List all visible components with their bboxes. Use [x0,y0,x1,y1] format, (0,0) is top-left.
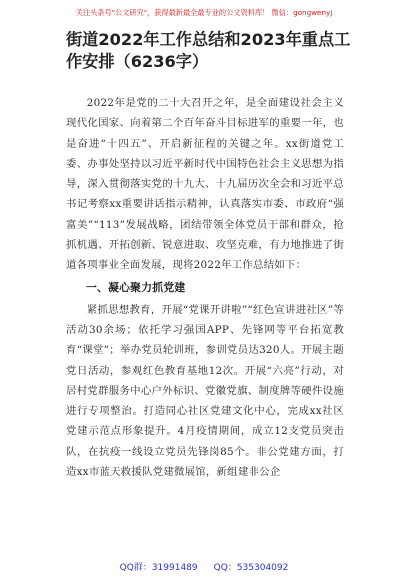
promo-banner: 关注头条号"公文研究"，获得最新最全最专业的公文资料库！ 微信：gongwenyj [75,8,333,17]
qq-number-text: QQ：535304092 [213,563,289,573]
section-paragraph-party-building: 紧抓思想教育，开展“党课开讲啦”“红色宣讲进社区”等活动30余场；依托学习强国APP、先锋网等平台拓宽教育“课堂”；举办党员轮训班，参训党员达320人。开展主题党日活动，参观红色教育基地12次。开展“六亮”行动，对居村党群服务中心户外标识、党徽党旗、制度牌等硬件设施进行专项整治。打造同心社区党建文化中心，完成xx社区党建示范点形象提升。4月疫情期间，成立12支党员突击队，在抗疫一线设立党员先锋岗85个。非公党建方面，打造xx市蓝天救援队党建微展馆，新组建非公企 [66,303,344,479]
document-title: 街道2022年工作总结和2023年重点工作安排（6236字） [66,30,351,71]
intro-paragraph: 2022年是党的二十大召开之年，是全面建设社会主义现代化国家、向着第二个百年奋斗目标进军的重要一年，也是奋进“十四五”、开启新征程的关键之年。xx街道党工委、办事处坚持以习近平新时代中国特色社会主义思想为指导，深入贯彻落实党的十九大、十九届历次全会和习近平总书记考察xx重要讲话指示精神，认真落实市委、市政府“强富美”“113”发展战略，团结带领全体党员干部和群众，抢抓机遇、开拓创新、锐意进取、攻坚克难，有力地推进了街道各项事业全面发展，现将2022年工作总结如下： [66,97,344,272]
section-heading-party-building: 一、凝心聚力抓党建 [86,280,186,294]
document-body [66,93,344,482]
qq-group-text: QQ群：31991489 [119,563,198,573]
contact-footer [0,560,408,573]
